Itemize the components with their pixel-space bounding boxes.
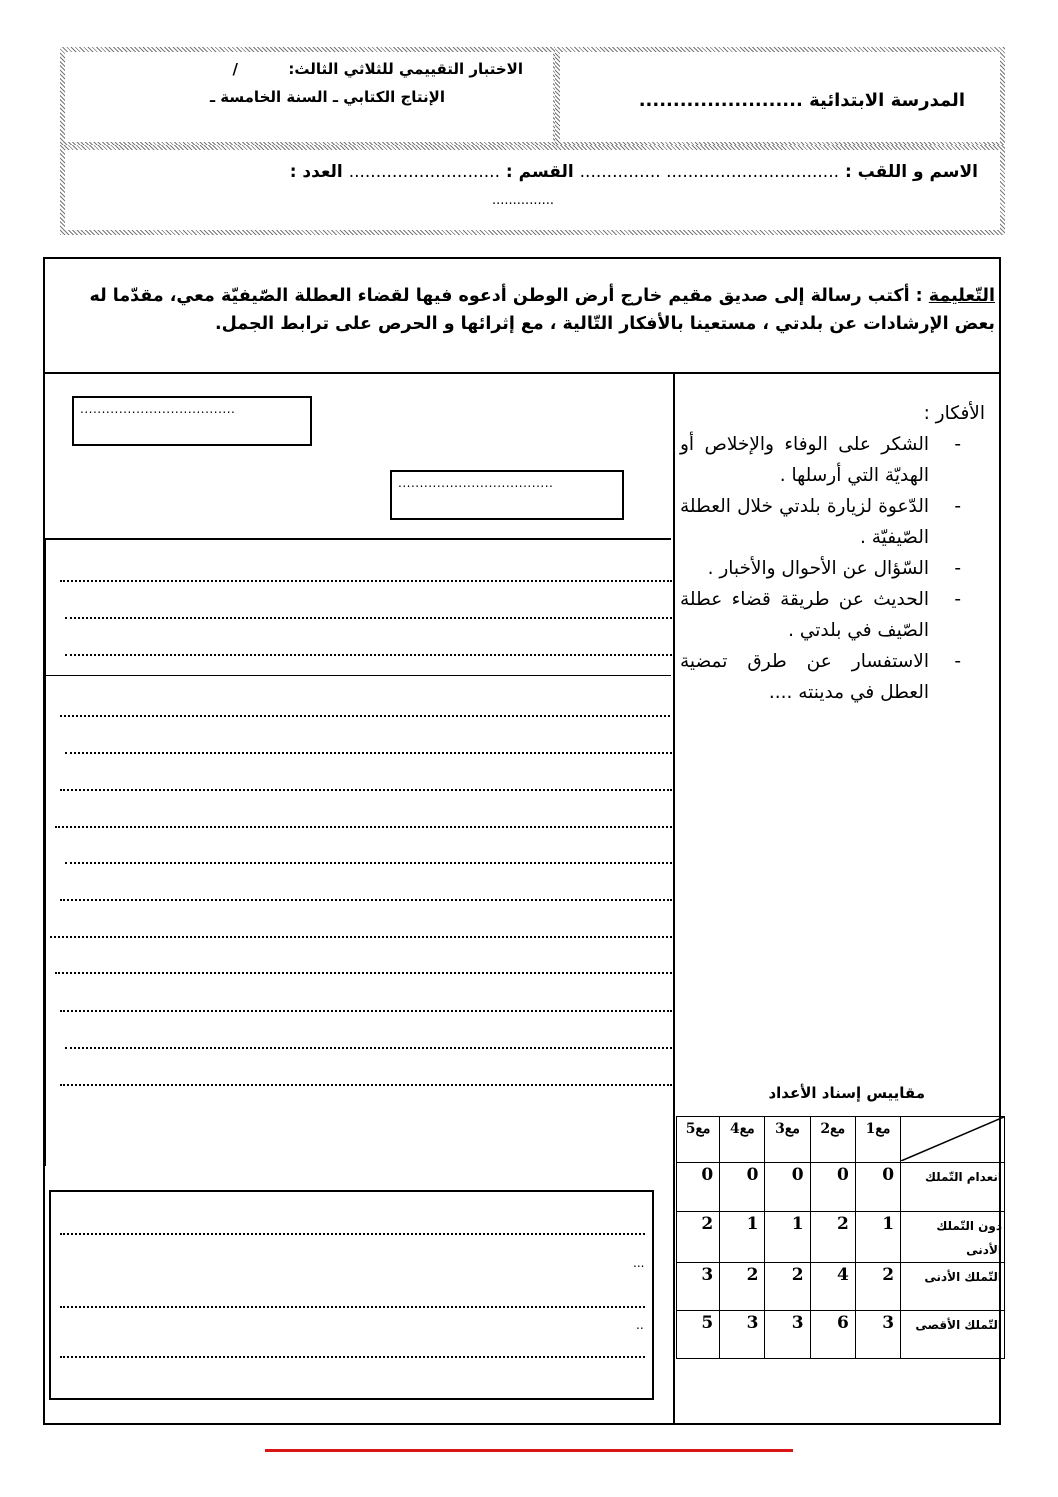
instruction-label: التّعليمة	[928, 286, 995, 306]
diagonal-line-icon	[901, 1117, 1004, 1161]
writing-line[interactable]	[60, 580, 672, 582]
scoring-row: 2 1 1 2 1 دون التّملك الأدنى	[677, 1212, 1005, 1263]
school-name: المدرسة الابتدائية ........................	[638, 90, 965, 111]
writing-line[interactable]	[60, 899, 672, 901]
place-field-box[interactable]	[72, 396, 312, 446]
idea-item: - الشكر على الوفاء والإخلاص أو الهديّة التي أرسلها .	[680, 434, 961, 486]
place-field[interactable]: ....................................	[80, 402, 236, 416]
exam-title: الاختبار التقييمي للثلاثي الثالث: /	[232, 60, 523, 78]
writing-line[interactable]	[65, 752, 672, 754]
idea-item: - الحديث عن طريقة قضاء عطلة الصّيف في بلدتي .	[680, 589, 961, 641]
writing-line-trail: ..	[636, 1318, 644, 1332]
writing-line[interactable]	[55, 972, 672, 974]
column-divider	[673, 372, 675, 1425]
writing-line[interactable]	[60, 1084, 672, 1086]
column-header: مع2	[810, 1117, 855, 1163]
scoring-row: 3 2 2 4 2 التّملك الأدنى	[677, 1263, 1005, 1311]
scoring-title: مقاييس إسناد الأعداد	[768, 1084, 925, 1102]
class-label: القسم :	[505, 162, 574, 182]
idea-item: - السّؤال عن الأحوال والأخبار .	[707, 558, 961, 579]
scoring-table	[676, 1116, 1005, 1359]
writing-line[interactable]	[65, 617, 672, 619]
writing-line[interactable]	[55, 826, 672, 828]
instruction-text: أكتب رسالة إلى صديق مقيم خارج أرض الوطن أدعوه فيها لقضاء العطلة الصّيفيّة معي، مقدّما له بعض الإرشادات عن بلدتي ، مستعينا بالأفكار التّالية ، مع إثرائها و الحرص على ترابط الجمل.	[89, 286, 995, 334]
school-name-field[interactable]: ........................	[638, 90, 803, 111]
writing-line[interactable]	[60, 1356, 645, 1358]
writing-line[interactable]	[50, 936, 672, 938]
name-field[interactable]: ................................ ...............	[579, 162, 840, 182]
column-header: مع5	[677, 1117, 720, 1163]
scoring-row: 0 0 0 0 0 انعدام التّملك	[677, 1163, 1005, 1212]
corner-cell	[901, 1117, 1005, 1163]
row-label: انعدام التّملك	[901, 1163, 1005, 1212]
footer-rule	[265, 1449, 793, 1452]
instruction: التّعليمة : أكتب رسالة إلى صديق مقيم خارج أرض الوطن أدعوه فيها لقضاء العطلة الصّيفيّة معي، مقدّما له بعض الإرشادات عن بلدتي ، مستعينا بالأفكار التّالية ، مع إثرائها و الحرص على ترابط الجمل.	[89, 286, 995, 334]
writing-line[interactable]	[65, 862, 672, 864]
date-field[interactable]: ....................................	[398, 476, 554, 490]
closing-box	[49, 1190, 654, 1400]
school-box	[555, 47, 1005, 147]
instruction-divider	[43, 372, 1001, 374]
writing-line[interactable]	[60, 715, 670, 717]
row-label: دون التّملك الأدنى	[901, 1212, 1005, 1263]
date-field-box[interactable]	[390, 470, 624, 520]
name-label: الاسم و اللقب :	[844, 162, 978, 182]
column-header: مع1	[855, 1117, 900, 1163]
body-section	[43, 676, 46, 1166]
student-info-box	[60, 145, 1005, 235]
writing-line[interactable]	[65, 1047, 672, 1049]
column-header: مع4	[720, 1117, 765, 1163]
ideas-title: الأفكار :	[923, 403, 985, 424]
idea-item: - الاستفسار عن طرق تمضية العطل في مدينته ....	[680, 651, 961, 703]
exam-subject: الإنتاج الكتابي ـ السنة الخامسة ـ	[209, 88, 445, 106]
row-label: التّملك الأقصى	[901, 1311, 1005, 1359]
writing-line[interactable]	[60, 1233, 645, 1235]
ideas-panel	[680, 398, 985, 708]
idea-item: - الدّعوة لزيارة بلدتي خلال العطلة الصّيفيّة .	[680, 496, 961, 548]
row-label: التّملك الأدنى	[901, 1263, 1005, 1311]
grade-field[interactable]: ...............	[492, 193, 554, 208]
column-header: مع3	[765, 1117, 810, 1163]
writing-line-trail: ...	[633, 1256, 645, 1270]
grade-label: العدد :	[289, 162, 343, 182]
student-info-line	[58, 162, 978, 182]
scoring-row: 5 3 3 6 3 التّملك الأقصى	[677, 1311, 1005, 1359]
writing-line[interactable]	[65, 654, 672, 656]
exam-title-box	[60, 47, 558, 147]
writing-line[interactable]	[60, 789, 672, 791]
scoring-header-row	[677, 1117, 1005, 1163]
ideas-list	[680, 429, 985, 708]
class-field[interactable]: ............................	[348, 162, 500, 182]
writing-line[interactable]	[60, 1306, 645, 1308]
writing-line[interactable]	[60, 1010, 672, 1012]
